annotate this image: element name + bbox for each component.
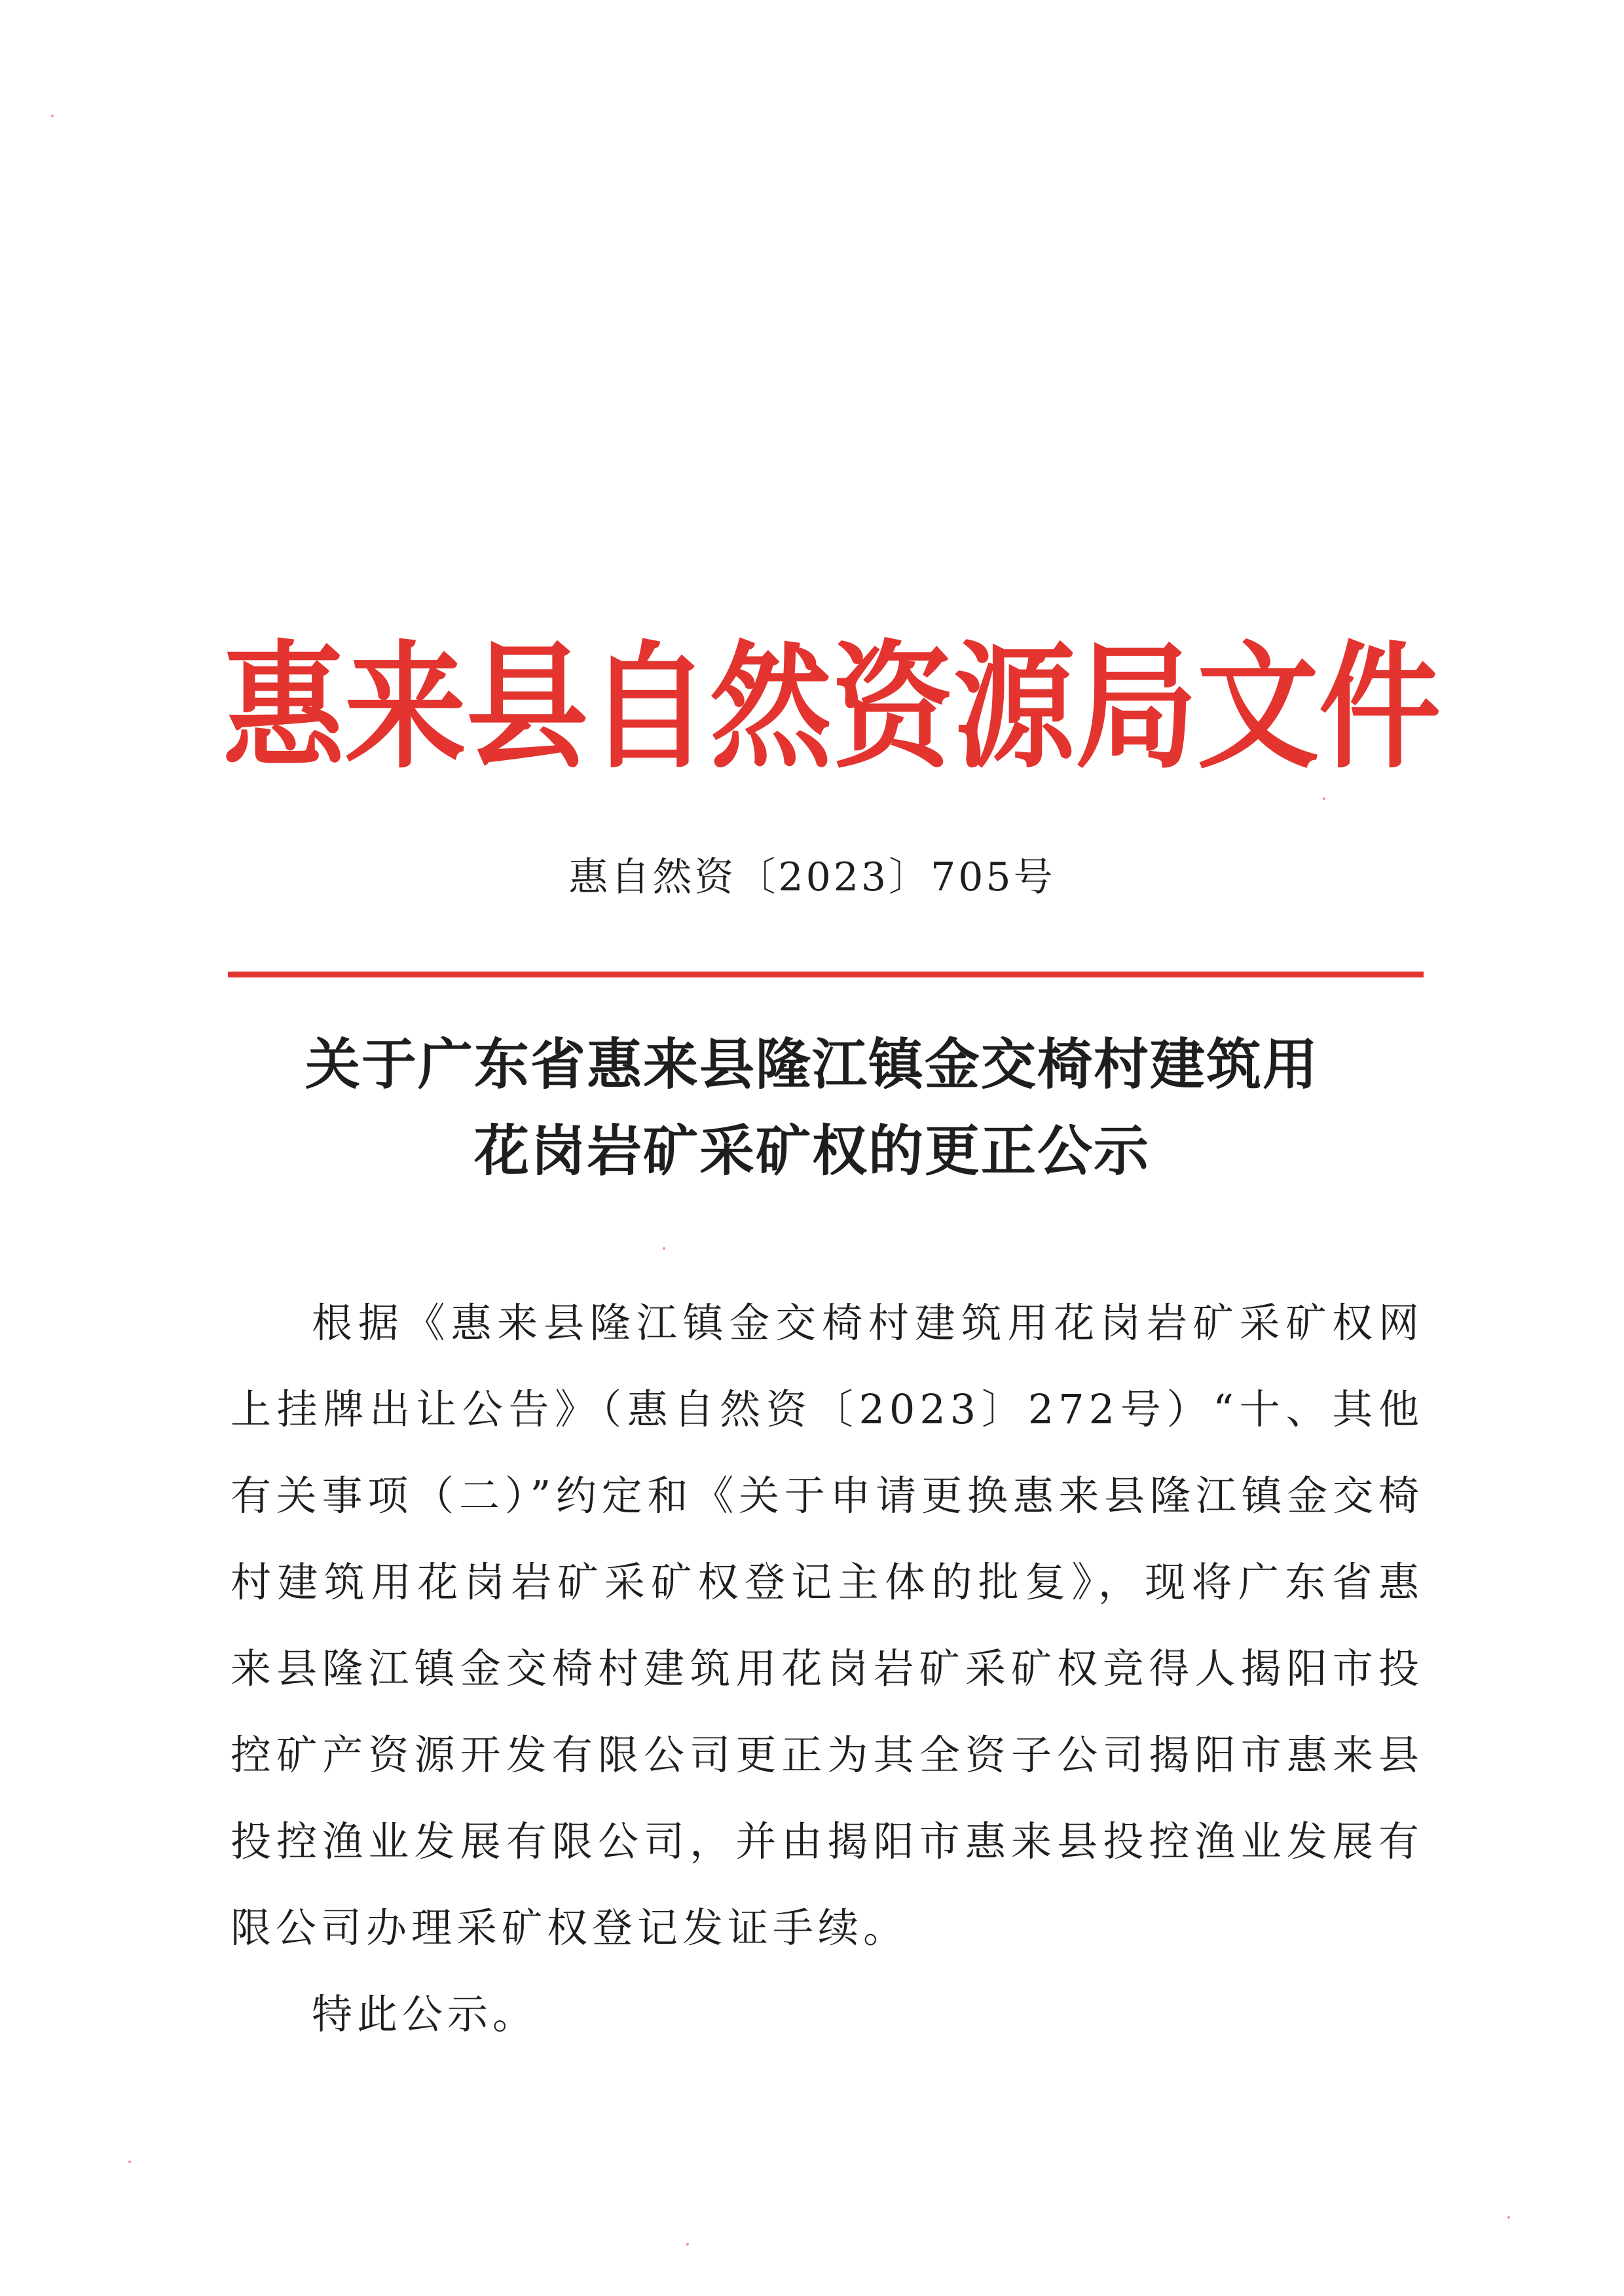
red-divider-line xyxy=(228,972,1424,977)
scan-speck xyxy=(663,1247,665,1250)
notice-title-line-2: 花岗岩矿采矿权的更正公示 xyxy=(473,1119,1150,1183)
scan-speck xyxy=(51,115,54,117)
notice-body xyxy=(231,1280,1424,2058)
body-paragraph-closing: 特此公示。 xyxy=(312,1990,538,2038)
scan-speck xyxy=(686,2243,689,2246)
notice-title-line-1: 关于广东省惠来县隆江镇金交椅村建筑用 xyxy=(304,1032,1319,1097)
body-paragraph-main: 根据《惠来县隆江镇金交椅村建筑用花岗岩矿采矿权网上挂牌出让公告》（惠自然资〔2023〕272号）“十、其他有关事项（二）”约定和《关于申请更换惠来县隆江镇金交椅村建筑用花岗岩矿采矿权登记主体的批复》，现将广东省惠来县隆江镇金交椅村建筑用花岗岩矿采矿权竞得人揭阳市投控矿产资源开发有限公司更正为其全资子公司揭阳市惠来县投控渔业发展有限公司，并由揭阳市惠来县投控渔业发展有限公司办理采矿权登记发证手续。 xyxy=(231,1299,1424,1952)
scan-speck xyxy=(128,2160,131,2163)
notice-title xyxy=(0,1021,1624,1194)
issuer-header-title: 惠来县自然资源局文件 xyxy=(223,626,1441,788)
scan-speck xyxy=(1323,797,1325,800)
document-number: 惠自然资〔2023〕705号 xyxy=(568,854,1056,900)
scan-speck xyxy=(1507,2216,1510,2219)
